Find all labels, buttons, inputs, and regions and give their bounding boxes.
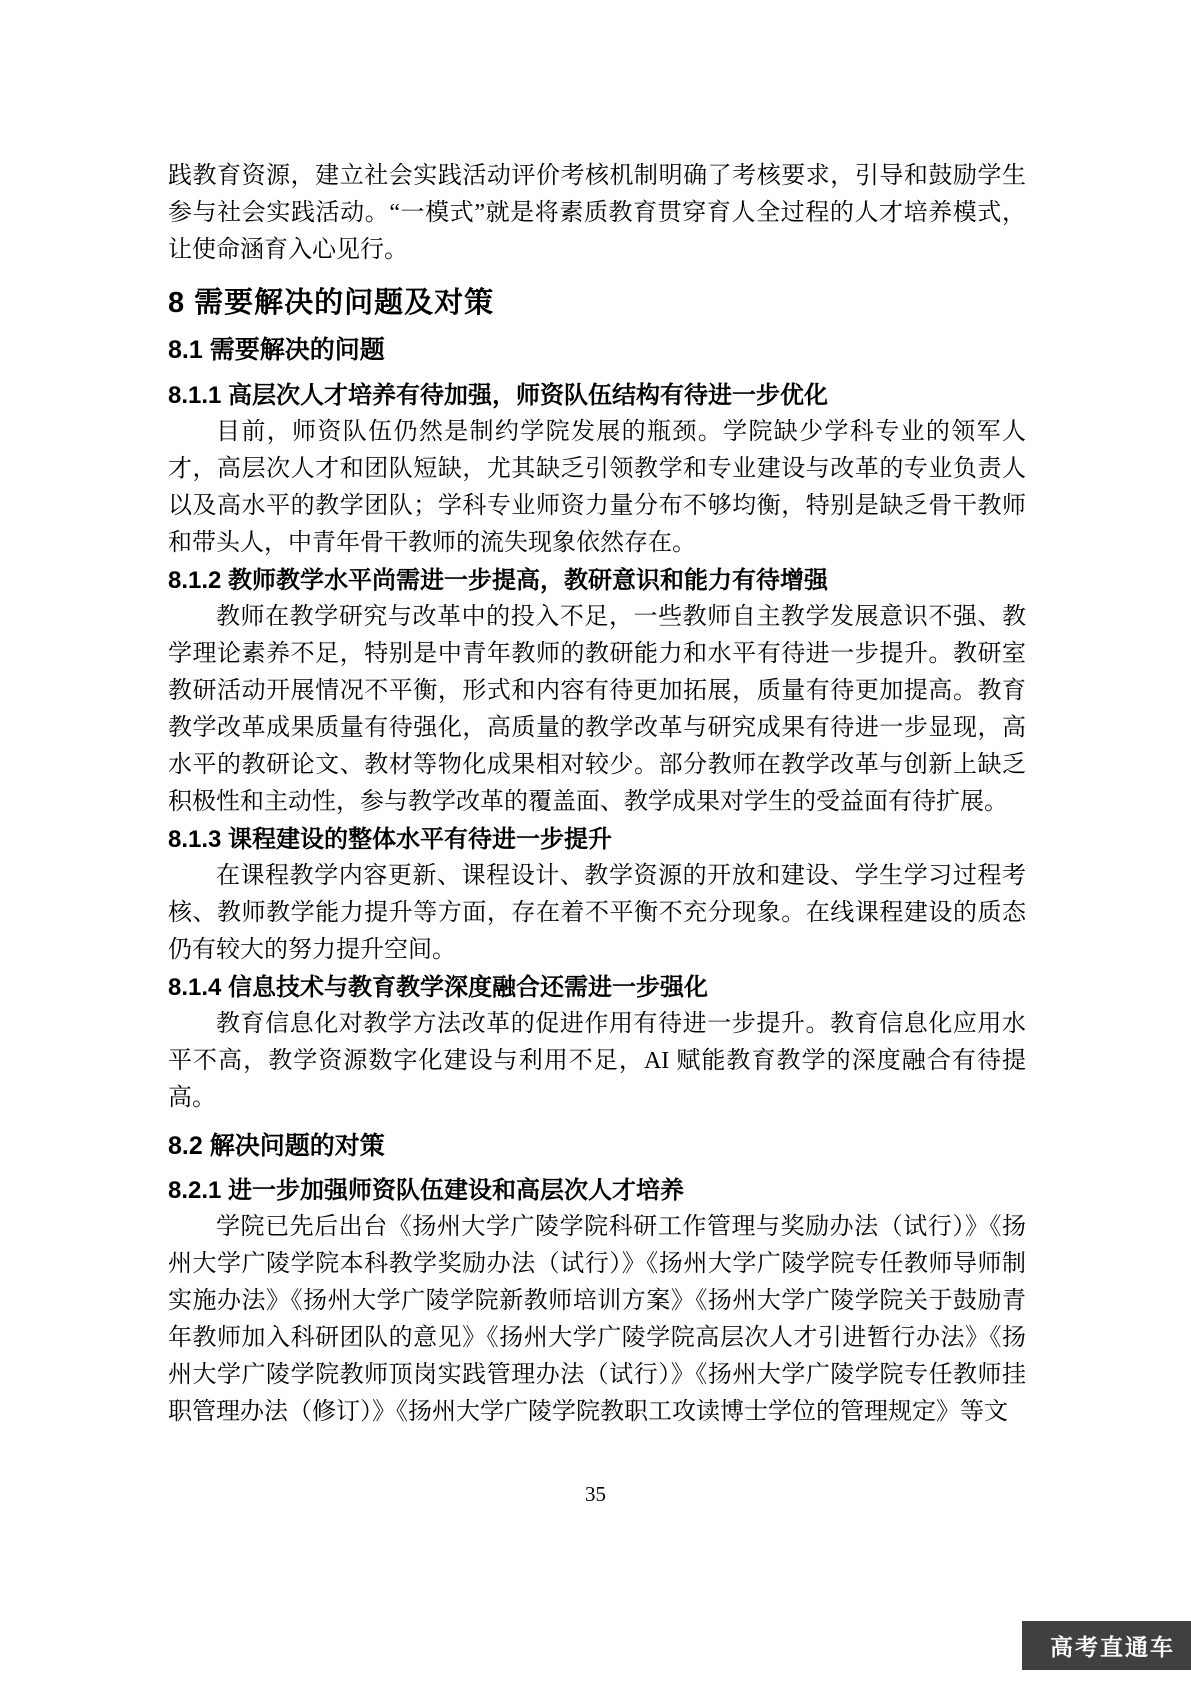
heading-section-8-1-3: 8.1.3 课程建设的整体水平有待进一步提升	[168, 825, 613, 853]
heading-section-8-1-2: 8.1.2 教师教学水平尚需进一步提高，教研意识和能力有待增强	[168, 566, 829, 594]
paragraph-continuation: 践教育资源，建立社会实践活动评价考核机制明确了考核要求，引导和鼓励学生参与社会实践活动。“一模式”就是将素质教育贯穿育人全过程的人才培养模式，让使命涵育入心见行。	[168, 163, 1026, 263]
page-number: 35	[585, 1482, 606, 1506]
document-content	[168, 158, 1026, 1431]
paragraph-8-2-1: 学院已先后出台《扬州大学广陵学院科研工作管理与奖励办法（试行）》《扬州大学广陵学院本科教学奖励办法（试行）》《扬州大学广陵学院专任教师导师制实施办法》《扬州大学广陵学院新教师培训方案》《扬州大学广陵学院关于鼓励青年教师加入科研团队的意见》《扬州大学广陵学院高层次人才引进暂行办法》《扬州大学广陵学院教师顶岗实践管理办法（试行）》《扬州大学广陵学院专任教师挂职管理办法（修订）》《扬州大学广陵学院教职工攻读博士学位的管理规定》等文	[168, 1213, 1026, 1425]
heading-section-8: 8 需要解决的问题及对策	[168, 287, 495, 319]
heading-section-8-1-4: 8.1.4 信息技术与教育教学深度融合还需进一步强化	[168, 973, 709, 1001]
heading-section-8-1: 8.1 需要解决的问题	[168, 336, 385, 365]
paragraph-8-1-1: 目前，师资队伍仍然是制约学院发展的瓶颈。学院缺少学科专业的领军人才，高层次人才和团队短缺，尤其缺乏引领教学和专业建设与改革的专业负责人以及高水平的教学团队；学科专业师资力量分布不够均衡，特别是缺乏骨干教师和带头人，中青年骨干教师的流失现象依然存在。	[168, 418, 1026, 556]
paragraph-8-1-3: 在课程教学内容更新、课程设计、教学资源的开放和建设、学生学习过程考核、教师教学能力提升等方面，存在着不平衡不充分现象。在线课程建设的质态仍有较大的努力提升空间。	[168, 862, 1026, 963]
paragraph-8-1-4: 教育信息化对教学方法改革的促进作用有待进一步提升。教育信息化应用水平不高，教学资源数字化建设与利用不足，AI 赋能教育教学的深度融合有待提高。	[168, 1010, 1026, 1111]
heading-section-8-2: 8.2 解决问题的对策	[168, 1131, 385, 1160]
watermark-badge: 高考直通车	[1022, 1621, 1191, 1670]
heading-section-8-2-1: 8.2.1 进一步加强师资队伍建设和高层次人才培养	[168, 1176, 685, 1204]
heading-section-8-1-1: 8.1.1 高层次人才培养有待加强，师资队伍结构有待进一步优化	[168, 381, 829, 409]
paragraph-8-1-2: 教师在教学研究与改革中的投入不足，一些教师自主教学发展意识不强、教学理论素养不足，特别是中青年教师的教研能力和水平有待进一步提升。教研室教研活动开展情况不平衡，形式和内容有待更加拓展，质量有待更加提高。教育教学改革成果质量有待强化，高质量的教学改革与研究成果有待进一步显现，高水平的教研论文、教材等物化成果相对较少。部分教师在教学改革与创新上缺乏积极性和主动性，参与教学改革的覆盖面、教学成果对学生的受益面有待扩展。	[168, 603, 1026, 815]
